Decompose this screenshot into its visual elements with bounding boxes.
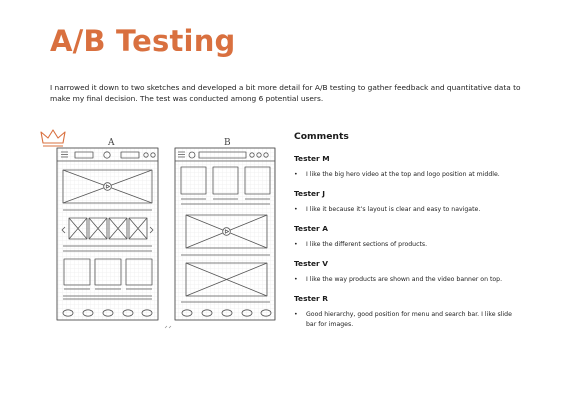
tester-comment-text: Good hierarchy, good position for menu and search bar. I like slide bar for images.: [306, 311, 512, 328]
tester-comment: [294, 205, 516, 215]
tester-v: [294, 259, 524, 285]
crown-icon: [41, 130, 65, 146]
bullet-icon: •: [294, 276, 298, 283]
tester-comment: [294, 275, 516, 285]
tester-comment-text: I like the way products are shown and the video banner on top.: [306, 276, 503, 283]
wireframe-sketches: [38, 128, 283, 333]
page-title: A/B Testing: [50, 24, 236, 58]
bullet-icon: •: [294, 311, 298, 318]
tester-m: [294, 154, 524, 180]
tester-name: Tester R: [294, 294, 328, 303]
intro-paragraph: I narrowed it down to two sketches and developed a bit more detail for A/B testing to gather feedback and quantitative data to make my final decision. The test was conducted among 6 potential users.: [50, 83, 521, 103]
comments-heading: Comments: [294, 131, 349, 142]
tester-comment-text: I like it because it’s layout is clear and easy to navigate.: [306, 206, 481, 213]
tester-name: Tester J: [294, 189, 325, 198]
sketch-a-label: A: [108, 138, 115, 148]
tester-name: Tester V: [294, 259, 328, 268]
wireframe-sketches-svg: [38, 128, 283, 333]
tester-name: Tester M: [294, 154, 330, 163]
tester-r: [294, 294, 524, 330]
sketch-b-label: B: [224, 138, 231, 148]
bullet-icon: •: [294, 241, 298, 248]
tester-comment-text: I like the different sections of products.: [306, 241, 428, 248]
tester-j: [294, 189, 524, 215]
tester-name: Tester A: [294, 224, 328, 233]
sketch-a: [57, 148, 158, 320]
comments-section: [294, 131, 524, 339]
bullet-icon: •: [294, 171, 298, 178]
sketch-b: [175, 148, 275, 320]
tester-comment-text: I like the big hero video at the top and logo position at middle.: [306, 171, 500, 178]
tester-comment: [294, 310, 516, 330]
tester-comment: [294, 240, 516, 250]
bullet-icon: •: [294, 206, 298, 213]
tester-a: [294, 224, 524, 250]
tester-comment: [294, 170, 516, 180]
